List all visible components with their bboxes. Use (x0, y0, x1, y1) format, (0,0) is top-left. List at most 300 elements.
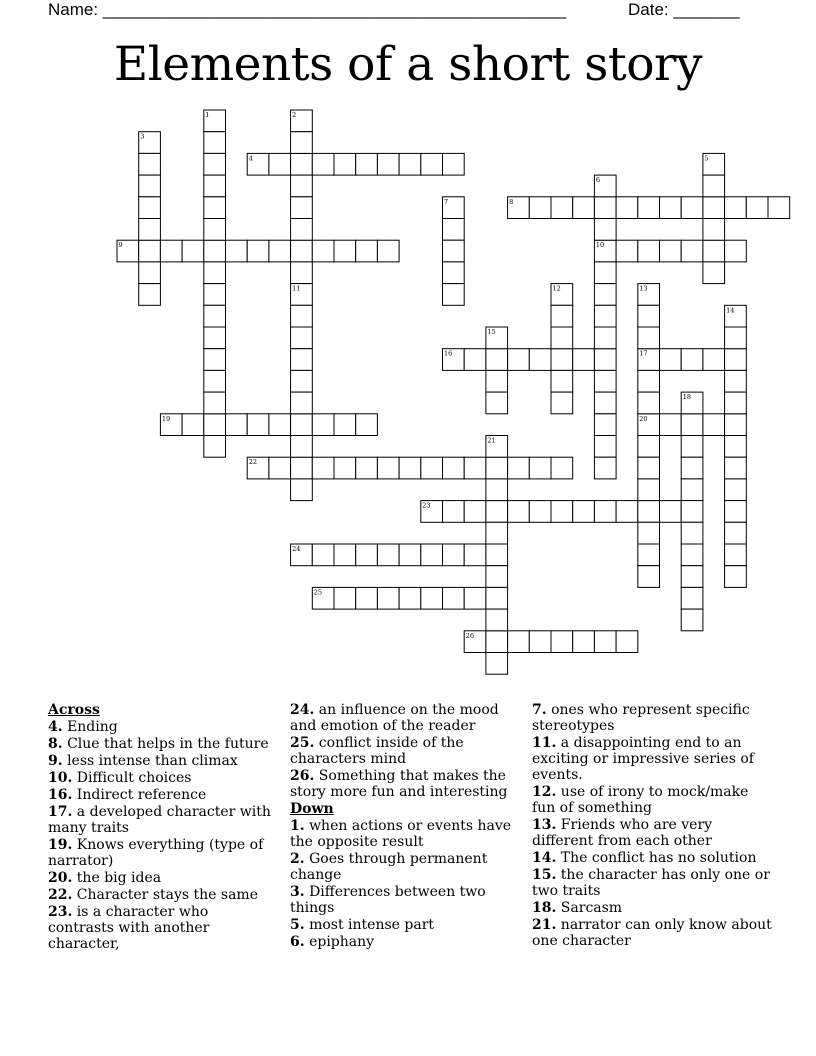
grid-cell[interactable] (204, 284, 226, 306)
grid-cell[interactable] (594, 284, 616, 306)
grid-cell[interactable] (703, 240, 725, 262)
clue-num: 18. (532, 900, 557, 916)
clue-num: 19. (48, 837, 73, 853)
grid-cell[interactable] (681, 197, 703, 219)
grid-cell[interactable] (638, 370, 660, 392)
grid-cell[interactable] (356, 457, 378, 479)
clue-text: Knows everything (type of narrator) (48, 837, 264, 869)
grid-cell[interactable] (139, 197, 161, 219)
grid-cell[interactable] (725, 501, 747, 523)
grid-cell[interactable] (204, 153, 226, 175)
grid-cell[interactable] (291, 327, 313, 349)
grid-cell[interactable] (486, 544, 508, 566)
grid-cell[interactable] (551, 349, 573, 371)
clue-text: a disappointing end to an exciting or impressive series of events. (532, 735, 754, 783)
grid-cell[interactable] (638, 240, 660, 262)
grid-cell[interactable] (681, 436, 703, 458)
grid-cell[interactable] (443, 501, 465, 523)
grid-cell[interactable] (508, 501, 530, 523)
down-clue (290, 934, 520, 950)
grid-cell[interactable] (681, 501, 703, 523)
grid-cell[interactable] (443, 240, 465, 262)
grid-cell[interactable] (486, 522, 508, 544)
grid-cell[interactable] (312, 457, 334, 479)
grid-cell[interactable] (464, 457, 486, 479)
grid-cell[interactable] (486, 501, 508, 523)
clue-text: Differences between two things (290, 884, 486, 916)
grid-cell[interactable] (725, 479, 747, 501)
clue-number: 23 (422, 501, 431, 510)
grid-cell[interactable] (312, 153, 334, 175)
grid-cell[interactable] (204, 349, 226, 371)
grid-cell[interactable] (594, 414, 616, 436)
grid-cell[interactable] (681, 240, 703, 262)
grid-cell[interactable] (703, 349, 725, 371)
grid-cell[interactable] (204, 132, 226, 154)
down-clue (290, 851, 520, 883)
grid-cell[interactable] (421, 457, 443, 479)
clue-text: a developed character with many traits (48, 804, 271, 836)
grid-cell[interactable] (464, 587, 486, 609)
grid-cell[interactable] (616, 631, 638, 653)
grid-cell[interactable] (464, 501, 486, 523)
grid-cell[interactable] (529, 631, 551, 653)
grid-cell[interactable] (269, 414, 291, 436)
grid-cell[interactable] (746, 197, 768, 219)
grid-cell[interactable] (725, 197, 747, 219)
grid-cell[interactable] (725, 392, 747, 414)
grid-cell[interactable] (551, 197, 573, 219)
grid-cell[interactable] (638, 197, 660, 219)
clue-text: when actions or events have the opposite result (290, 818, 512, 850)
grid-cell[interactable] (291, 240, 313, 262)
clue-num: 6. (290, 934, 305, 950)
grid-cell[interactable] (486, 349, 508, 371)
grid-cell[interactable] (443, 544, 465, 566)
grid-cell[interactable] (334, 457, 356, 479)
across-clue (290, 735, 520, 767)
grid-cell[interactable] (573, 501, 595, 523)
clue-column-1 (48, 702, 278, 953)
grid-cell[interactable] (551, 392, 573, 414)
grid-cell[interactable] (638, 305, 660, 327)
grid-cell[interactable] (486, 370, 508, 392)
grid-cell[interactable] (594, 370, 616, 392)
clue-number: 22 (248, 458, 257, 467)
date-line[interactable]: Date: _______ (628, 0, 740, 19)
clue-num: 9. (48, 753, 63, 769)
grid-cell[interactable] (594, 197, 616, 219)
grid-cell[interactable] (725, 240, 747, 262)
grid-cell[interactable] (269, 153, 291, 175)
down-clue (532, 735, 772, 783)
across-clue (48, 837, 278, 869)
clue-number: 21 (487, 436, 496, 445)
grid-cell[interactable] (725, 349, 747, 371)
grid-cell[interactable] (486, 457, 508, 479)
grid-cell[interactable] (334, 240, 356, 262)
down-clue (532, 850, 772, 866)
grid-cell[interactable] (508, 457, 530, 479)
grid-cell[interactable] (681, 566, 703, 588)
grid-cell[interactable] (703, 414, 725, 436)
grid-cell[interactable] (443, 284, 465, 306)
grid-cell[interactable] (551, 305, 573, 327)
grid-cell[interactable] (681, 349, 703, 371)
grid-cell[interactable] (638, 501, 660, 523)
clue-number: 14 (726, 306, 735, 315)
grid-cell[interactable] (356, 587, 378, 609)
across-clue (290, 768, 520, 800)
grid-cell[interactable] (182, 414, 204, 436)
clue-number: 10 (595, 241, 605, 250)
clue-num: 24. (290, 702, 315, 718)
grid-cell[interactable] (204, 414, 226, 436)
grid-cell[interactable] (725, 414, 747, 436)
grid-cell[interactable] (399, 544, 421, 566)
grid-cell[interactable] (377, 153, 399, 175)
across-clue (48, 787, 278, 803)
across-heading: Across (48, 702, 100, 718)
grid-cell[interactable] (139, 175, 161, 197)
clue-text: Ending (62, 719, 118, 735)
grid-cell[interactable] (638, 327, 660, 349)
grid-cell[interactable] (616, 501, 638, 523)
grid-cell[interactable] (638, 457, 660, 479)
down-clue (290, 818, 520, 850)
clue-number: 15 (487, 328, 496, 336)
grid-cell[interactable] (638, 544, 660, 566)
down-clue (290, 917, 520, 933)
page-title: Elements of a short story (113, 37, 703, 92)
grid-cell[interactable] (638, 436, 660, 458)
grid-cell[interactable] (443, 587, 465, 609)
grid-cell[interactable] (421, 153, 443, 175)
grid-cell[interactable] (399, 457, 421, 479)
clue-text: Something that makes the story more fun and interesting (290, 768, 508, 800)
grid-cell[interactable] (508, 631, 530, 653)
grid-cell[interactable] (204, 197, 226, 219)
clue-num: 23. (48, 904, 73, 920)
grid-cell[interactable] (725, 566, 747, 588)
grid-cell[interactable] (703, 197, 725, 219)
grid-cell[interactable] (312, 240, 334, 262)
grid-cell[interactable] (681, 544, 703, 566)
clue-num: 25. (290, 735, 315, 751)
grid-cell[interactable] (377, 587, 399, 609)
grid-cell[interactable] (291, 479, 313, 501)
grid-cell[interactable] (443, 457, 465, 479)
clue-num: 22. (48, 887, 73, 903)
grid-cell[interactable] (703, 262, 725, 284)
grid-cell[interactable] (551, 457, 573, 479)
grid-cell[interactable] (486, 631, 508, 653)
grid-cell[interactable] (377, 240, 399, 262)
down-clue (532, 900, 772, 916)
clue-num: 11. (532, 735, 557, 751)
grid-cell[interactable] (616, 197, 638, 219)
grid-cell[interactable] (312, 544, 334, 566)
grid-cell[interactable] (399, 153, 421, 175)
grid-cell[interactable] (291, 132, 313, 154)
grid-cell[interactable] (681, 609, 703, 631)
grid-cell[interactable] (725, 370, 747, 392)
grid-cell[interactable] (226, 240, 248, 262)
grid-cell[interactable] (486, 609, 508, 631)
clue-number: 9 (118, 241, 123, 250)
grid-cell[interactable] (204, 327, 226, 349)
clue-number: 19 (161, 414, 171, 423)
grid-cell[interactable] (660, 501, 682, 523)
grid-cell[interactable] (204, 436, 226, 458)
grid-cell[interactable] (377, 457, 399, 479)
grid-cell[interactable] (139, 284, 161, 306)
grid-cell[interactable] (594, 631, 616, 653)
clue-number: 12 (552, 284, 561, 293)
grid-cell[interactable] (356, 240, 378, 262)
grid-cell[interactable] (443, 219, 465, 241)
grid-cell[interactable] (291, 262, 313, 284)
grid-cell[interactable] (291, 153, 313, 175)
clue-num: 7. (532, 702, 547, 718)
across-clue (48, 904, 278, 952)
grid-cell[interactable] (291, 305, 313, 327)
clue-number: 3 (140, 132, 145, 141)
grid-cell[interactable] (139, 240, 161, 262)
grid-cell[interactable] (486, 392, 508, 414)
grid-cell[interactable] (660, 349, 682, 371)
clue-number: 8 (509, 197, 514, 206)
grid-cell[interactable] (594, 457, 616, 479)
grid-cell[interactable] (681, 522, 703, 544)
grid-cell[interactable] (725, 457, 747, 479)
grid-cell[interactable] (377, 544, 399, 566)
grid-cell[interactable] (573, 631, 595, 653)
clue-number: 11 (292, 284, 301, 293)
clue-num: 26. (290, 768, 315, 784)
grid-cell[interactable] (334, 587, 356, 609)
clue-text: Character stays the same (72, 887, 258, 903)
grid-cell[interactable] (486, 653, 508, 675)
grid-cell[interactable] (204, 262, 226, 284)
grid-cell[interactable] (464, 349, 486, 371)
grid-cell[interactable] (660, 240, 682, 262)
grid-cell[interactable] (204, 370, 226, 392)
grid-cell[interactable] (616, 240, 638, 262)
grid-cell[interactable] (638, 479, 660, 501)
clue-num: 8. (48, 736, 63, 752)
across-clue (48, 736, 278, 752)
grid-cell[interactable] (291, 175, 313, 197)
down-clue (532, 784, 772, 816)
across-clue (48, 887, 278, 903)
grid-cell[interactable] (551, 631, 573, 653)
clue-text: Friends who are very different from each other (532, 817, 713, 849)
grid-cell[interactable] (551, 327, 573, 349)
clue-column-3 (532, 702, 772, 950)
grid-cell[interactable] (573, 197, 595, 219)
clue-text: The conflict has no solution (556, 850, 757, 866)
grid-cell[interactable] (725, 327, 747, 349)
grid-cell[interactable] (486, 587, 508, 609)
grid-cell[interactable] (421, 587, 443, 609)
clue-number: 17 (639, 349, 648, 358)
clue-text: Goes through permanent change (290, 851, 488, 883)
grid-cell[interactable] (291, 457, 313, 479)
clue-number: 13 (639, 284, 648, 293)
across-clue (48, 753, 278, 769)
grid-cell[interactable] (247, 240, 269, 262)
grid-cell[interactable] (486, 479, 508, 501)
grid-cell[interactable] (551, 501, 573, 523)
clue-text: the character has only one or two traits (532, 867, 770, 899)
across-clue (48, 770, 278, 786)
clue-number: 5 (704, 154, 709, 163)
clue-text: Indirect reference (72, 787, 207, 803)
grid-cell[interactable] (204, 305, 226, 327)
grid-cell[interactable] (725, 544, 747, 566)
grid-cell[interactable] (594, 219, 616, 241)
clue-num: 1. (290, 818, 305, 834)
clue-num: 15. (532, 867, 557, 883)
grid-cell[interactable] (356, 153, 378, 175)
clue-number: 16 (444, 349, 453, 358)
grid-cell[interactable] (399, 587, 421, 609)
grid-cell[interactable] (681, 457, 703, 479)
grid-cell[interactable] (594, 436, 616, 458)
grid-cell[interactable] (725, 522, 747, 544)
clue-text: ones who represent specific stereotypes (532, 702, 750, 734)
grid-cell[interactable] (139, 219, 161, 241)
grid-cell[interactable] (291, 197, 313, 219)
grid-cell[interactable] (291, 219, 313, 241)
grid-cell[interactable] (529, 457, 551, 479)
grid-cell[interactable] (594, 327, 616, 349)
down-heading: Down (290, 801, 334, 817)
clue-text: less intense than climax (62, 753, 238, 769)
grid-cell[interactable] (139, 262, 161, 284)
clue-text: Sarcasm (556, 900, 623, 916)
clue-num: 21. (532, 917, 557, 933)
down-clue (532, 867, 772, 899)
clue-num: 14. (532, 850, 557, 866)
grid-cell[interactable] (594, 349, 616, 371)
clue-num: 16. (48, 787, 73, 803)
grid-cell[interactable] (291, 349, 313, 371)
clue-num: 4. (48, 719, 63, 735)
grid-cell[interactable] (703, 175, 725, 197)
grid-cell[interactable] (269, 457, 291, 479)
clue-num: 10. (48, 770, 73, 786)
grid-cell[interactable] (204, 240, 226, 262)
grid-cell[interactable] (443, 153, 465, 175)
across-clue (48, 870, 278, 886)
grid-cell[interactable] (312, 414, 334, 436)
clue-text: an influence on the mood and emotion of the reader (290, 702, 499, 734)
clue-text: the big idea (72, 870, 162, 886)
clue-text: Difficult choices (72, 770, 192, 786)
grid-cell[interactable] (681, 479, 703, 501)
clue-number: 26 (465, 631, 474, 640)
grid-cell[interactable] (508, 349, 530, 371)
name-line[interactable]: Name: _________________________________________________ (48, 0, 567, 19)
grid-cell[interactable] (638, 392, 660, 414)
clue-text: is a character who contrasts with another character, (48, 904, 210, 952)
grid-cell[interactable] (291, 414, 313, 436)
grid-cell[interactable] (421, 544, 443, 566)
grid-cell[interactable] (529, 349, 551, 371)
grid-cell[interactable] (139, 153, 161, 175)
grid-cell[interactable] (529, 501, 551, 523)
clue-number: 18 (682, 393, 691, 402)
down-clue (532, 702, 772, 734)
grid-cell[interactable] (594, 501, 616, 523)
grid-cell[interactable] (269, 240, 291, 262)
grid-cell[interactable] (594, 392, 616, 414)
clue-text: conflict inside of the characters mind (290, 735, 464, 767)
grid-cell[interactable] (551, 370, 573, 392)
across-clue (290, 702, 520, 734)
grid-cell[interactable] (703, 219, 725, 241)
clue-num: 20. (48, 870, 73, 886)
across-clue (48, 804, 278, 836)
grid-cell[interactable] (291, 370, 313, 392)
grid-cell[interactable] (681, 587, 703, 609)
clue-number: 2 (292, 111, 297, 119)
grid-cell[interactable] (768, 197, 790, 219)
grid-cell[interactable] (291, 392, 313, 414)
grid-cell[interactable] (334, 153, 356, 175)
grid-cell[interactable] (660, 414, 682, 436)
grid-cell[interactable] (660, 197, 682, 219)
grid-cell[interactable] (681, 414, 703, 436)
clue-text: epiphany (304, 934, 375, 950)
clue-text: narrator can only know about one character (532, 917, 772, 949)
grid-cell[interactable] (529, 197, 551, 219)
clue-num: 13. (532, 817, 557, 833)
clue-number: 25 (313, 588, 323, 597)
clue-number: 20 (639, 414, 648, 423)
grid-cell[interactable] (725, 436, 747, 458)
grid-cell[interactable] (204, 392, 226, 414)
grid-cell[interactable] (247, 414, 269, 436)
grid-cell[interactable] (356, 414, 378, 436)
clue-text: Clue that helps in the future (62, 736, 269, 752)
clue-number: 6 (595, 176, 601, 185)
grid-cell[interactable] (594, 305, 616, 327)
grid-cell[interactable] (334, 544, 356, 566)
grid-cell[interactable] (182, 240, 204, 262)
down-clue (532, 817, 772, 849)
grid-cell[interactable] (573, 349, 595, 371)
grid-cell[interactable] (226, 414, 248, 436)
grid-cell[interactable] (356, 544, 378, 566)
grid-cell[interactable] (464, 544, 486, 566)
grid-cell[interactable] (291, 436, 313, 458)
clue-text: use of irony to mock/make fun of something (532, 784, 749, 816)
grid-cell[interactable] (638, 566, 660, 588)
grid-cell[interactable] (160, 240, 182, 262)
grid-cell[interactable] (334, 414, 356, 436)
clue-column-2 (290, 702, 520, 951)
grid-cell[interactable] (204, 175, 226, 197)
grid-cell[interactable] (594, 262, 616, 284)
grid-cell[interactable] (204, 219, 226, 241)
grid-cell[interactable] (443, 262, 465, 284)
down-clue (290, 884, 520, 916)
grid-cell[interactable] (486, 566, 508, 588)
grid-cell[interactable] (638, 522, 660, 544)
